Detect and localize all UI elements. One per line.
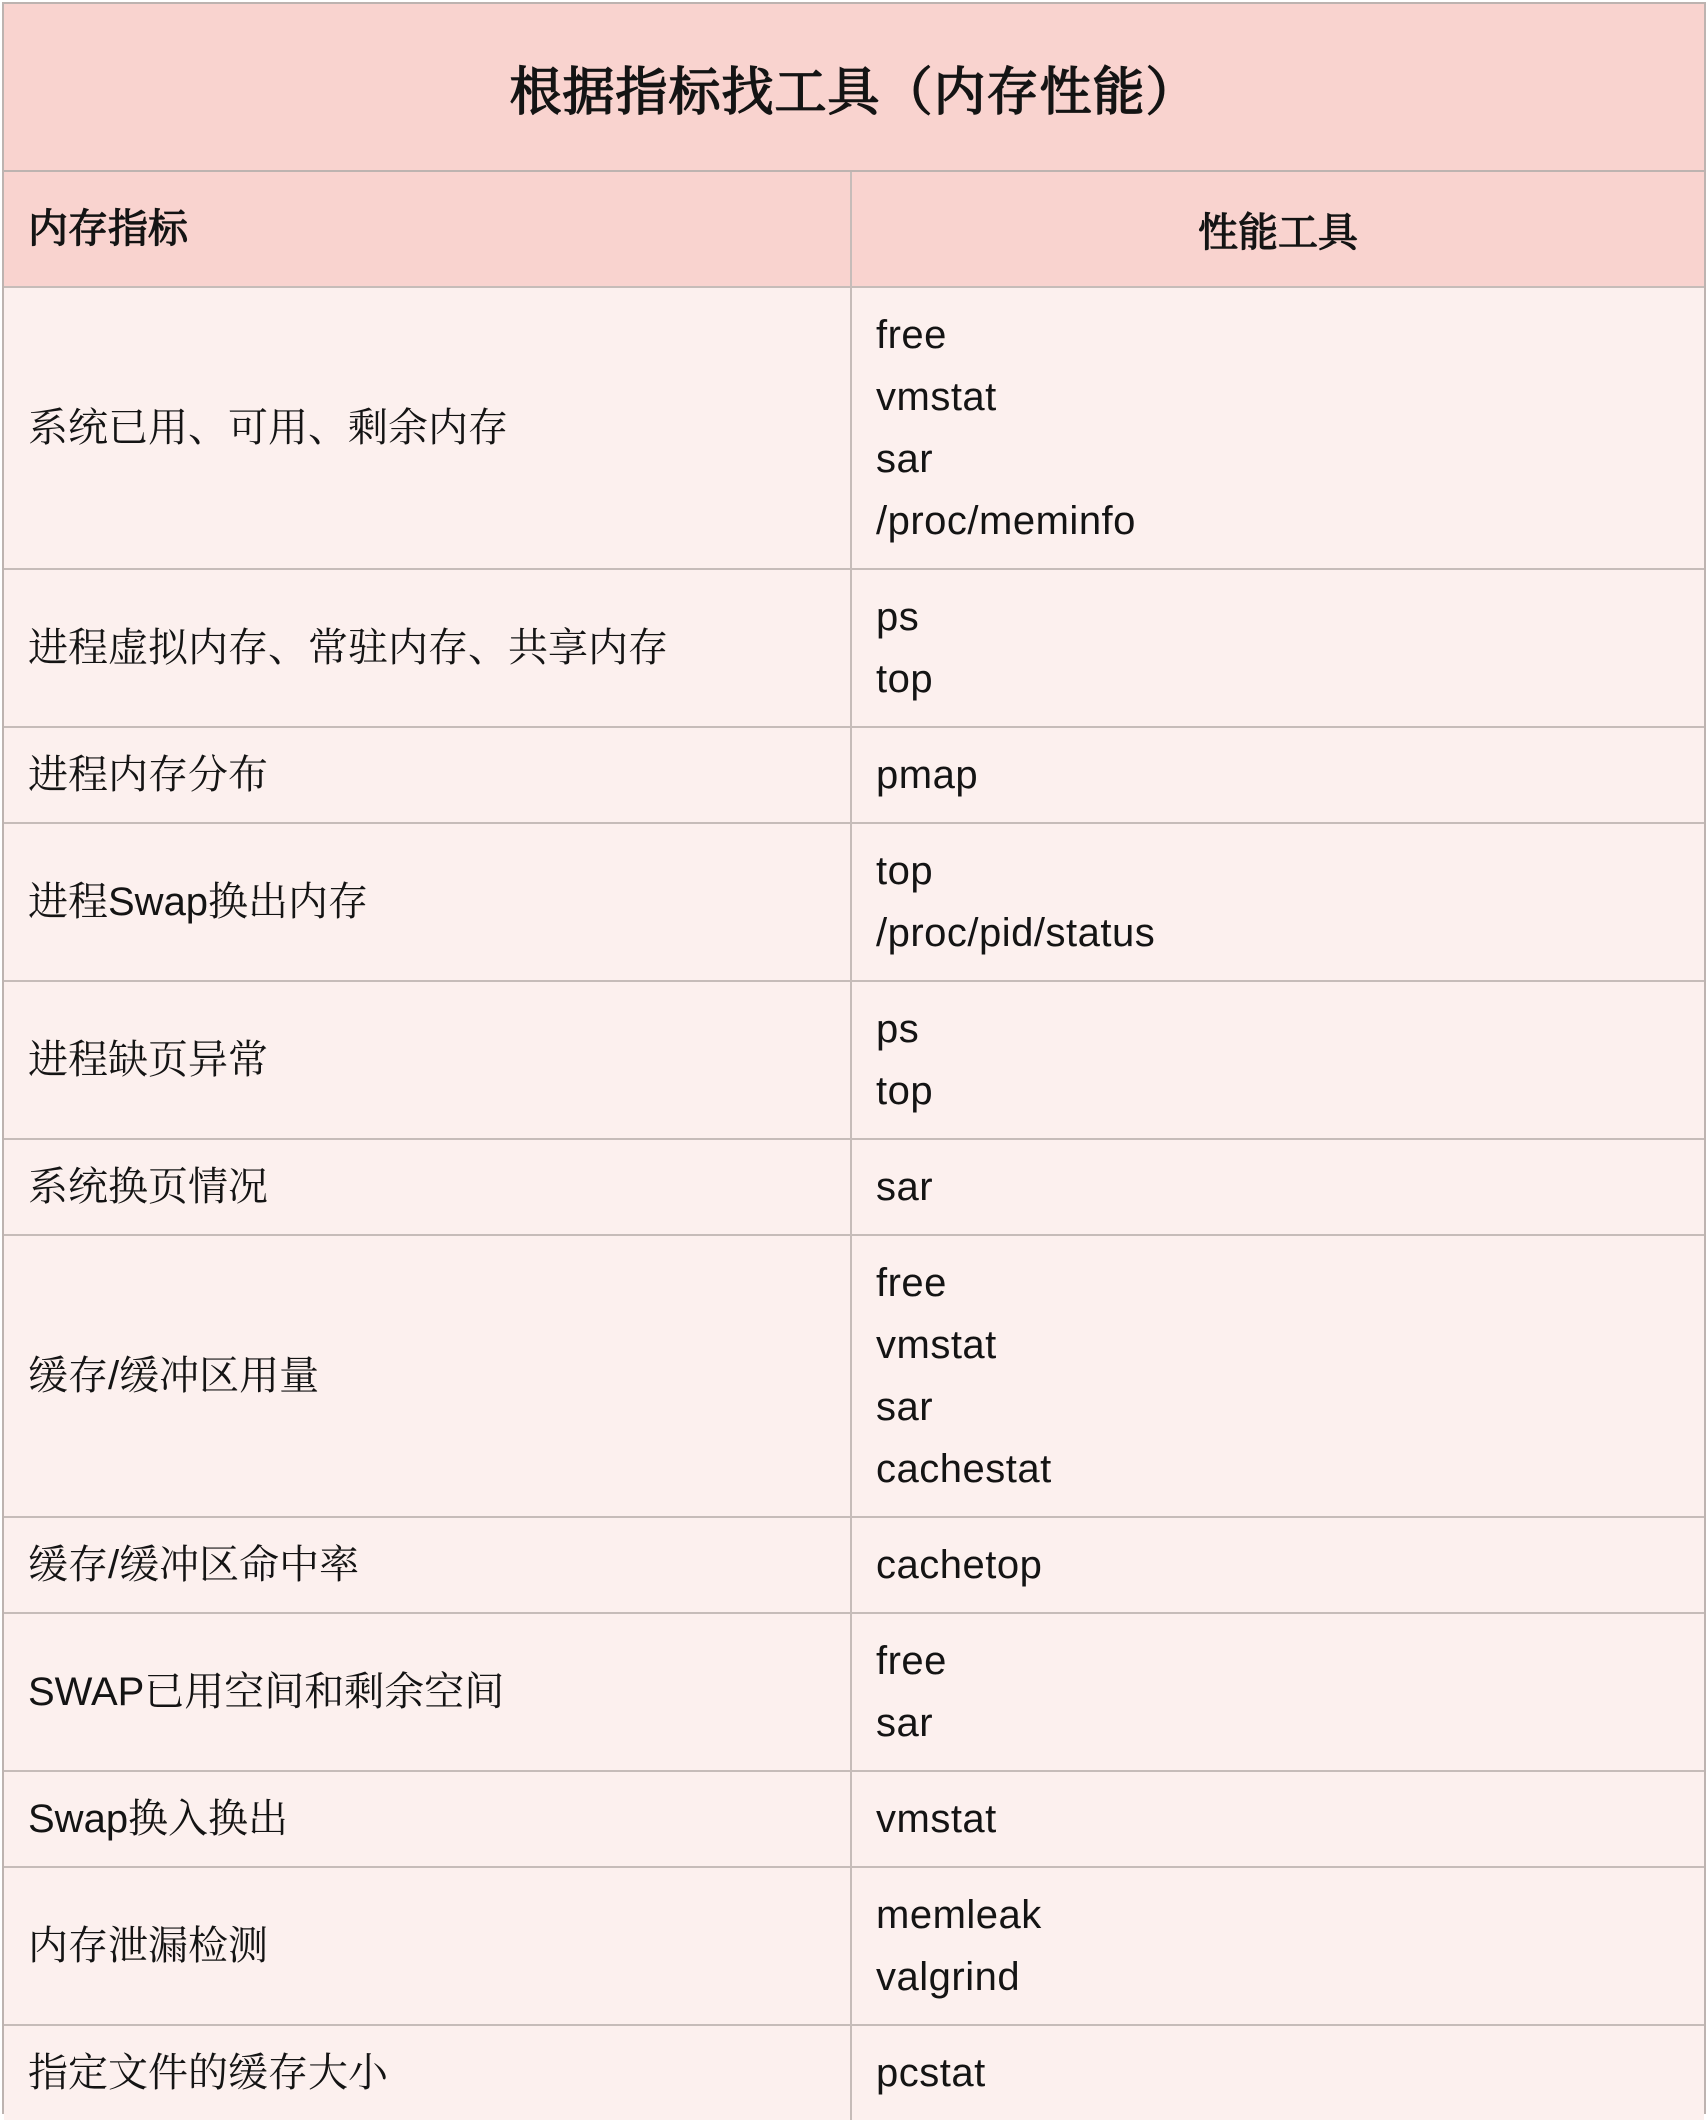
tool-name: ps [876,595,920,639]
tool-name: sar [876,437,934,481]
tools-cell [852,1236,1704,1516]
tools-cell [852,982,1704,1138]
table-title-bar [4,4,1704,170]
tool-name: memleak [876,1893,1042,1937]
tool-name: top [876,1069,934,1113]
tools-cell [852,570,1704,726]
tool-name: free [876,313,947,357]
tool-name: vmstat [876,1797,997,1841]
table-row [4,1866,1704,2024]
tools-cell [852,288,1704,568]
table-row [4,286,1704,568]
tool-name: cachestat [876,1447,1052,1491]
tool-name: top [876,657,934,701]
column-header-memory-metric: 内存指标 [4,172,852,286]
tools-cell [852,824,1704,980]
tool-name: free [876,1639,947,1683]
tool-name: /proc/pid/status [876,911,1156,955]
metric-cell: SWAP已用空间和剩余空间 [4,1614,852,1770]
tool-name: pmap [876,753,979,797]
metric-cell: 指定文件的缓存大小 [4,2026,852,2120]
metric-cell: 缓存/缓冲区用量 [4,1236,852,1516]
tools-cell [852,2026,1704,2120]
tool-name: vmstat [876,375,997,419]
metric-cell: 进程缺页异常 [4,982,852,1138]
metric-cell: 系统换页情况 [4,1140,852,1234]
tool-name: top [876,849,934,893]
table-row [4,2024,1704,2120]
tool-name: valgrind [876,1955,1021,1999]
tool-name: sar [876,1385,934,1429]
metrics-tools-table [2,2,1706,2114]
table-row [4,1234,1704,1516]
tools-cell [852,1868,1704,2024]
table-row [4,980,1704,1138]
tool-name: cachetop [876,1543,1043,1587]
tool-name: ps [876,1007,920,1051]
tool-name: sar [876,1165,934,1209]
table-row [4,1612,1704,1770]
table-row [4,568,1704,726]
metric-cell: 系统已用、可用、剩余内存 [4,288,852,568]
tools-cell [852,728,1704,822]
tool-name: free [876,1261,947,1305]
tool-name: pcstat [876,2051,986,2095]
metric-cell: Swap换入换出 [4,1772,852,1866]
table-row [4,1516,1704,1612]
metric-cell: 进程内存分布 [4,728,852,822]
metric-cell: 进程Swap换出内存 [4,824,852,980]
tools-cell [852,1140,1704,1234]
table-header-row [4,170,1704,286]
table-row [4,822,1704,980]
metric-cell: 进程虚拟内存、常驻内存、共享内存 [4,570,852,726]
tool-name: vmstat [876,1323,997,1367]
table-row [4,1138,1704,1234]
metric-cell: 内存泄漏检测 [4,1868,852,2024]
tool-name: sar [876,1701,934,1745]
tool-name: /proc/meminfo [876,499,1136,543]
column-header-perf-tool: 性能工具 [1198,210,1358,255]
tools-cell [852,1772,1704,1866]
metric-cell: 缓存/缓冲区命中率 [4,1518,852,1612]
tools-cell [852,1614,1704,1770]
page-title: 根据指标找工具（内存性能） [509,63,1199,122]
table-row [4,1770,1704,1866]
tools-cell [852,1518,1704,1612]
table-row [4,726,1704,822]
